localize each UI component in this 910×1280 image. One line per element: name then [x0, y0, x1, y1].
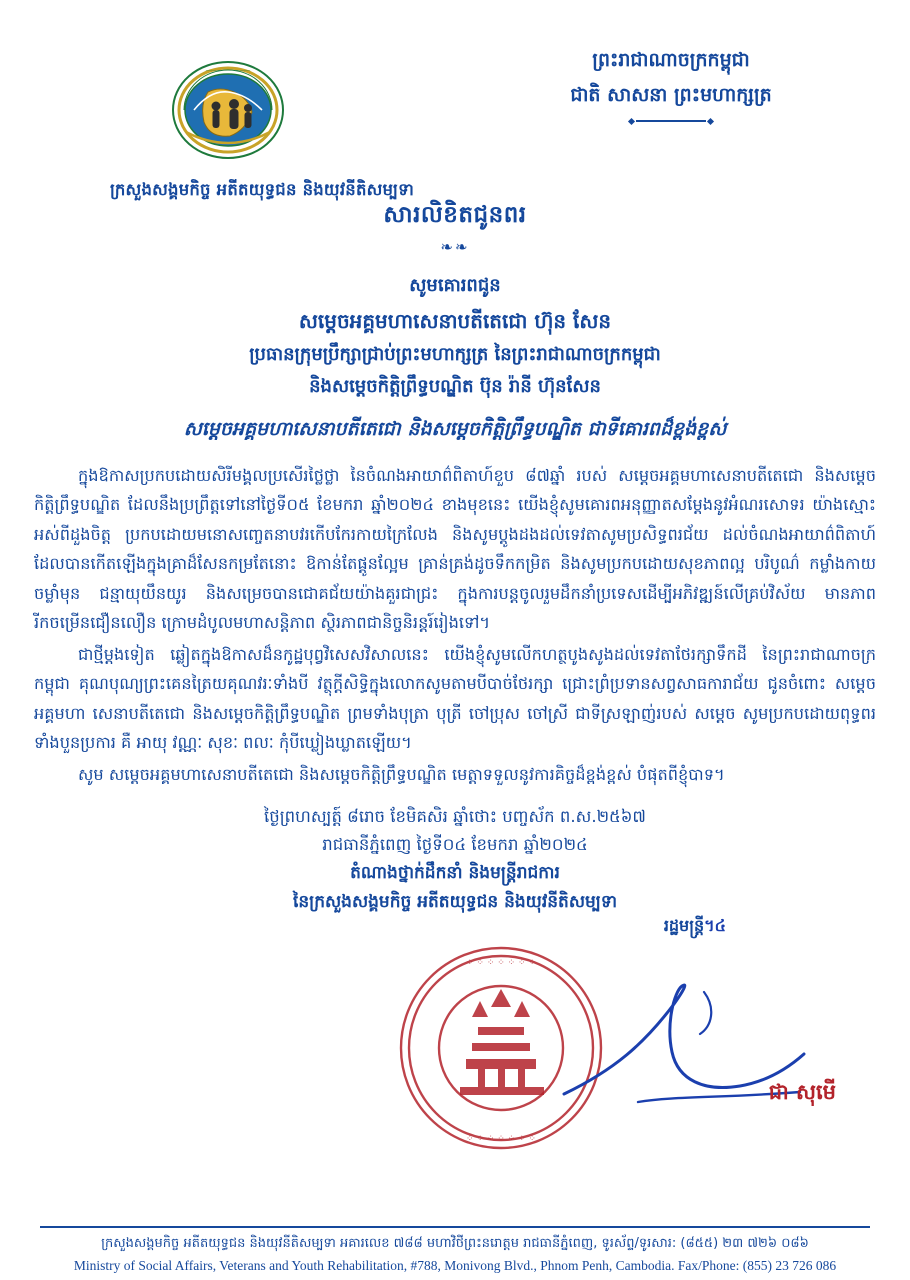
svg-text:⁘ ⁘ ⁘ ⁘ ⁘ ⁘ ⁘: ⁘ ⁘ ⁘ ⁘ ⁘ ⁘ ⁘ [466, 1133, 536, 1144]
kingdom-divider [636, 120, 706, 122]
addressee-title: ប្រធានក្រុមប្រឹក្សាជ្រាប់ព្រះមហាក្សត្រ នៃព្រះរាជាណាចក្រកម្ពុជា [249, 343, 661, 365]
addressee-primary: សម្តេចអគ្គមហាសេនាបតីតេជោ ហ៊ុន សែន [298, 308, 612, 333]
addressee-secondary: និងសម្តេចកិត្តិព្រឹទ្ធបណ្ឌិត ប៊ុន រ៉ានី ហ៊ុនសែន [309, 375, 601, 397]
ministry-name: ក្រសួងសង្គមកិច្ច អតីតយុទ្ធជន និងយុវនីតិសម្បទា [109, 180, 415, 199]
svg-text:⁘ ⁘ ⁘ ⁘ ⁘ ⁘ ⁘: ⁘ ⁘ ⁘ ⁘ ⁘ ⁘ ⁘ [466, 957, 536, 968]
closing-block [34, 803, 876, 917]
footer-divider [40, 1226, 870, 1228]
page-content [34, 22, 876, 1280]
document-footer [34, 1226, 876, 1274]
svg-text:⸻⸻⸻: ⸻⸻⸻ [205, 67, 251, 74]
flourish-ornament-icon: ❧❧ [440, 238, 470, 256]
signer-position-label: រដ្ឋមន្ត្រី [663, 915, 705, 935]
kingdom-heading [506, 48, 836, 122]
kingdom-title: ព្រះរាជាណាចក្រកម្ពុជា [592, 49, 750, 71]
paragraph-1: ក្នុងឱកាសប្រកបដោយសិរីមង្គលប្រសើរថ្លៃថ្លា នៃចំណងអាយាព៌ពិតាហ៍ខួប ៨៧ឆ្នាំ របស់ សម្តេចអគ្គមហាសេនាបតីតេជោ និងសម្តេចកិត្តិព្រឹទ្ធបណ្ឌិត ដែលនឹងប្រព្រឹត្តទៅនៅថ្ងៃទី០៥ ខែមករា ឆ្នាំ២០២៤ ខាងមុខនេះ យើងខ្ញុំសូមគោរពអនុញ្ញាតសម្តែងនូវអំណរសោទរ យ៉ាងស្មោះអស់ពីដួងចិត្ត ប្រកបដោយមនោសញ្ចេតនាបវរកើបកែរកាយក្រៃលែង និងសូមប្តូងដងដល់ទេវតាសូមប្រសិទ្ធពរជ័យ ដល់ចំណងអាយាព៌ពិតាហ៍ ដែលបានកើតឡើងក្នុងគ្រាដ៏សែនកម្រតែនោះ ឱកាន់តែផ្តូនល្អែម គ្រាន់គ្រង់ដូចទឹកកម្រិត និងសូមប្រកបដោយសុខភាពល្អ បរិបូណ៌ កម្លាំងកាយចម្លាំមុន ជន្មាយុយឹនយូរ និងសម្រេចបានជោគជ័យយ៉ាងគួរជាជ្រះ ក្នុងការបន្តចូលរួមដឹកនាំប្រទេសដើម្បីអភិវឌ្ឍន៍លើគ្រប់វិស័យ មានភាពរីកចម្រើនជឿនលឿន ក្រោមដំបូលមហាសន្តិភាព ស្ថិរភាពជានិច្ចនិរន្តរ៍រៀងទៅ។ [34, 465, 876, 633]
salutation: សម្តេចអគ្គមហាសេនាបតីតេជោ និងសម្តេចកិត្តិព្រឹទ្ធបណ្ឌិត ជាទីគោរពដ៏ខ្ពង់ខ្ពស់ [183, 417, 727, 440]
title-block [34, 201, 876, 256]
ministry-emblem-icon [164, 58, 292, 163]
signature-area [34, 915, 876, 1149]
letter-body [34, 461, 876, 789]
closing-ministry: នៃក្រសួងសង្គមកិច្ច អតីតយុទ្ធជន និងយុវនីតិសម្បទា [292, 891, 618, 912]
paragraph-2: ជាថ្មីម្តងទៀត ឆ្លៀតក្នុងឱកាសដ៏នកូដ្ឋបុព្វវិសេសវិសាលនេះ យើងខ្ញុំសូមលើកហត្ថបូងសូងដល់ទេវតាថែរក្សាទឹកដី នៃព្រះរាជាណាចក្រកម្ពុជា គុណបុណ្យព្រះគេនត្រៃយគុណវរៈទាំងបី វត្ថុក្តីសិទ្ធិក្នុងលោកសូមតាមបីបាច់ថែរក្សា ជ្រោះព្រំប្រទានសព្វសាធការាជ័យ ជូនចំពោះ សម្តេចអគ្គមហា សេនាបតីតេជោ និងសម្តេចកិត្តិព្រឹទ្ធបណ្ឌិត ព្រមទាំងបុត្រា បុត្រី ចៅប្រុស ចៅស្រី ជាទីស្រឡាញ់របស់ សម្តេច សូមប្រកបដោយពុទ្ធពរ ទាំងបួនប្រការ គឺ អាយុ វណ្ណៈ សុខៈ ពលៈ កុំបីឃ្លៀងឃ្លាតឡើយ។ [34, 644, 876, 753]
footer-address-english: Ministry of Social Affairs, Veterans and Youth Rehabilitation, #788, Monivong Blvd., Phnom Penh, Cambodia. Fax/Phone: (855) 23 726 086 [73, 1258, 837, 1273]
footer-address-khmer: ក្រសួងសង្គមកិច្ច អតីតយុទ្ធជន និងយុវនីតិសម្បទា អគារលេខ ៧៨៨ មហាវិថីព្រះនរោត្តម រាជធានីភ្នំពេញ, ទូរស័ព្ទ/ទូរសារ: (៨៥៥) ២៣ ៧២៦ ០៨៦ [101, 1236, 809, 1251]
signer-name: ជា សុមេី [768, 1079, 836, 1104]
closing-representative: តំណាងថ្នាក់ដឹកនាំ និងមន្ត្រីរាជការ [350, 863, 560, 884]
addressee-block [34, 272, 876, 401]
closing-date-gregorian: រាជធានីភ្នំពេញ ថ្ងៃទី០៤ ខែមករា ឆ្នាំ២០២៤ [322, 835, 588, 855]
kingdom-motto: ជាតិ សាសនា ព្រះមហាក្សត្រ [570, 84, 772, 106]
signer-position [664, 915, 726, 939]
paragraph-3: សូម សម្តេចអគ្គមហាសេនាបតីតេជោ និងសម្តេចកិត្តិព្រឹទ្ធបណ្ឌិត មេត្តាទទួលនូវការគិច្ចដ៏ខ្ពង់ខ្ពស់ បំផុតពីខ្ញុំបាទ។ [78, 764, 725, 784]
document-header [34, 22, 876, 197]
page-title: សារលិខិតជូនពរ [383, 202, 527, 228]
closing-date-khmer: ថ្ងៃព្រហស្បត្ត៍ ៨រោច ខែមិគសិរ ឆ្នាំថោះ បញ្ចស័ក ព.ស.២៥៦៧ [264, 807, 646, 826]
addressee-intro: សូមគោរពជូន [409, 275, 501, 296]
handwritten-mark: ។៤ [704, 915, 726, 935]
